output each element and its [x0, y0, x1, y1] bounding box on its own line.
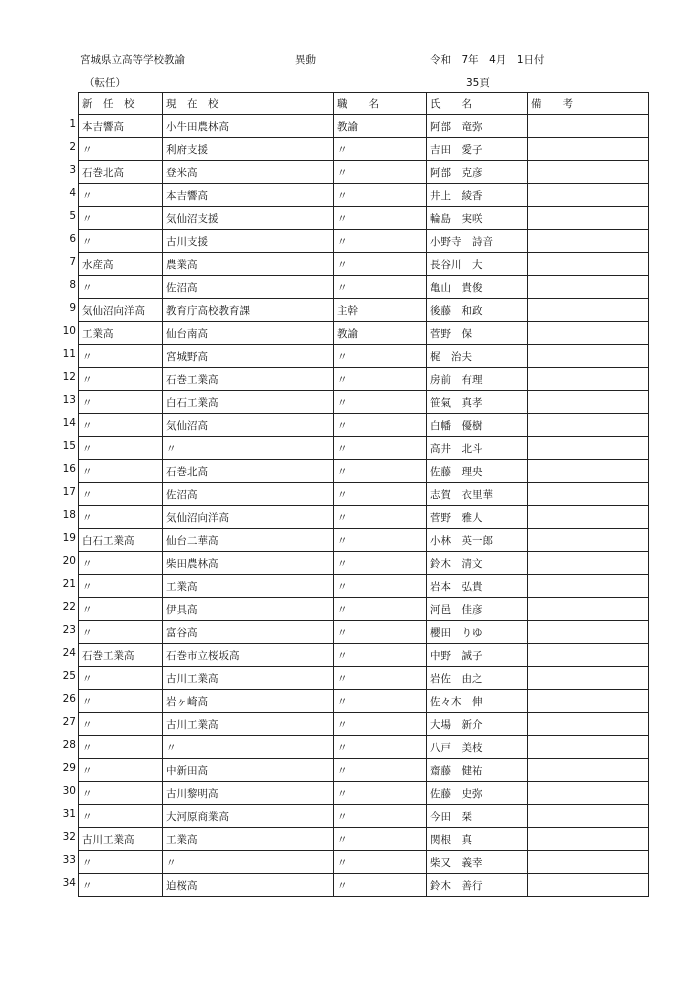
- table-row: [79, 621, 649, 644]
- new-school-cell: 〃: [79, 690, 163, 713]
- row-number: 20: [62, 555, 76, 567]
- new-school-cell: 〃: [79, 552, 163, 575]
- position-cell: 〃: [334, 207, 427, 230]
- position-cell: 〃: [334, 253, 427, 276]
- table-row: [79, 368, 649, 391]
- table-row: [79, 115, 649, 138]
- position-cell: 主幹: [334, 299, 427, 322]
- name-cell: 河邑 佳彦: [427, 598, 528, 621]
- new-school-cell: 〃: [79, 874, 163, 897]
- remarks-cell: [528, 782, 649, 805]
- new-school-cell: 石巻工業高: [79, 644, 163, 667]
- effective-date: 令和 7年 4月 1日付: [430, 54, 545, 66]
- header-remarks: 備 考: [528, 93, 649, 115]
- current-school-cell: 富谷高: [163, 621, 334, 644]
- table-row: [79, 805, 649, 828]
- position-cell: 〃: [334, 460, 427, 483]
- position-cell: 〃: [334, 276, 427, 299]
- new-school-cell: 〃: [79, 368, 163, 391]
- table-row: [79, 138, 649, 161]
- table-row: [79, 736, 649, 759]
- table-row: [79, 414, 649, 437]
- table-row: [79, 690, 649, 713]
- row-number: 24: [62, 647, 76, 659]
- remarks-cell: [528, 437, 649, 460]
- new-school-cell: 水産高: [79, 253, 163, 276]
- new-school-cell: 〃: [79, 782, 163, 805]
- current-school-cell: 古川工業高: [163, 667, 334, 690]
- table-row: [79, 828, 649, 851]
- name-cell: 志賀 衣里華: [427, 483, 528, 506]
- name-cell: 柴又 義幸: [427, 851, 528, 874]
- name-cell: 大場 新介: [427, 713, 528, 736]
- name-cell: 鈴木 善行: [427, 874, 528, 897]
- row-number: 29: [62, 762, 76, 774]
- name-cell: 吉田 愛子: [427, 138, 528, 161]
- current-school-cell: 〃: [163, 851, 334, 874]
- row-number: 27: [62, 716, 76, 728]
- remarks-cell: [528, 529, 649, 552]
- row-number: 33: [62, 854, 76, 866]
- table-row: [79, 460, 649, 483]
- remarks-cell: [528, 575, 649, 598]
- remarks-cell: [528, 828, 649, 851]
- name-cell: 白幡 優樹: [427, 414, 528, 437]
- remarks-cell: [528, 207, 649, 230]
- position-cell: 〃: [334, 598, 427, 621]
- row-number: 4: [69, 187, 76, 199]
- position-cell: 〃: [334, 713, 427, 736]
- remarks-cell: [528, 460, 649, 483]
- remarks-cell: [528, 759, 649, 782]
- page-number: 35頁: [466, 77, 490, 89]
- table-row: [79, 483, 649, 506]
- new-school-cell: 〃: [79, 345, 163, 368]
- row-number: 6: [69, 233, 76, 245]
- row-number: 14: [62, 417, 76, 429]
- remarks-cell: [528, 276, 649, 299]
- position-cell: 〃: [334, 506, 427, 529]
- name-cell: 中野 誠子: [427, 644, 528, 667]
- new-school-cell: 〃: [79, 414, 163, 437]
- row-number: 13: [62, 394, 76, 406]
- name-cell: 今田 栞: [427, 805, 528, 828]
- row-number: 32: [62, 831, 76, 843]
- current-school-cell: 柴田農林高: [163, 552, 334, 575]
- current-school-cell: 石巻市立桜坂高: [163, 644, 334, 667]
- current-school-cell: 白石工業高: [163, 391, 334, 414]
- remarks-cell: [528, 874, 649, 897]
- table-row: [79, 552, 649, 575]
- new-school-cell: 〃: [79, 851, 163, 874]
- table-row: [79, 782, 649, 805]
- position-cell: 〃: [334, 575, 427, 598]
- current-school-cell: 工業高: [163, 575, 334, 598]
- remarks-cell: [528, 115, 649, 138]
- current-school-cell: 小牛田農林高: [163, 115, 334, 138]
- new-school-cell: 〃: [79, 667, 163, 690]
- position-cell: 教諭: [334, 322, 427, 345]
- name-cell: 佐藤 史弥: [427, 782, 528, 805]
- table-row: [79, 299, 649, 322]
- position-cell: 〃: [334, 414, 427, 437]
- row-number: 25: [62, 670, 76, 682]
- row-number: 2: [69, 141, 76, 153]
- name-cell: 菅野 保: [427, 322, 528, 345]
- table-row: [79, 529, 649, 552]
- current-school-cell: 気仙沼高: [163, 414, 334, 437]
- current-school-cell: 佐沼高: [163, 276, 334, 299]
- name-cell: 阿部 竜弥: [427, 115, 528, 138]
- new-school-cell: 〃: [79, 575, 163, 598]
- table-header-row: [79, 93, 649, 115]
- current-school-cell: 〃: [163, 736, 334, 759]
- current-school-cell: 利府支援: [163, 138, 334, 161]
- new-school-cell: 〃: [79, 621, 163, 644]
- current-school-cell: 迫桜高: [163, 874, 334, 897]
- row-number: 11: [62, 348, 76, 360]
- new-school-cell: 工業高: [79, 322, 163, 345]
- current-school-cell: 仙台二華高: [163, 529, 334, 552]
- remarks-cell: [528, 713, 649, 736]
- current-school-cell: 岩ヶ崎高: [163, 690, 334, 713]
- table-row: [79, 322, 649, 345]
- remarks-cell: [528, 414, 649, 437]
- table-row: [79, 575, 649, 598]
- new-school-cell: 白石工業高: [79, 529, 163, 552]
- remarks-cell: [528, 368, 649, 391]
- current-school-cell: 登米高: [163, 161, 334, 184]
- remarks-cell: [528, 391, 649, 414]
- table-row: [79, 345, 649, 368]
- name-cell: 長谷川 大: [427, 253, 528, 276]
- row-number: 17: [62, 486, 76, 498]
- row-number: 10: [62, 325, 76, 337]
- remarks-cell: [528, 552, 649, 575]
- row-number: 19: [62, 532, 76, 544]
- remarks-cell: [528, 621, 649, 644]
- current-school-cell: 気仙沼向洋高: [163, 506, 334, 529]
- row-number: 26: [62, 693, 76, 705]
- name-cell: 輪島 実咲: [427, 207, 528, 230]
- name-cell: 房前 有理: [427, 368, 528, 391]
- new-school-cell: 古川工業高: [79, 828, 163, 851]
- table-row: [79, 391, 649, 414]
- new-school-cell: 〃: [79, 460, 163, 483]
- table-row: [79, 598, 649, 621]
- header-current-school: 現 在 校: [163, 93, 334, 115]
- remarks-cell: [528, 483, 649, 506]
- new-school-cell: 〃: [79, 598, 163, 621]
- position-cell: 〃: [334, 736, 427, 759]
- name-cell: 齋藤 健祐: [427, 759, 528, 782]
- name-cell: 亀山 貴俊: [427, 276, 528, 299]
- position-cell: 〃: [334, 805, 427, 828]
- position-cell: 〃: [334, 138, 427, 161]
- row-number: 8: [69, 279, 76, 291]
- remarks-cell: [528, 506, 649, 529]
- current-school-cell: 大河原商業高: [163, 805, 334, 828]
- remarks-cell: [528, 805, 649, 828]
- new-school-cell: 〃: [79, 138, 163, 161]
- current-school-cell: 教育庁高校教育課: [163, 299, 334, 322]
- remarks-cell: [528, 598, 649, 621]
- current-school-cell: 仙台南高: [163, 322, 334, 345]
- row-number: 22: [62, 601, 76, 613]
- name-cell: 小野寺 詩音: [427, 230, 528, 253]
- new-school-cell: 本吉響高: [79, 115, 163, 138]
- row-number: 31: [62, 808, 76, 820]
- name-cell: 関根 真: [427, 828, 528, 851]
- table-row: [79, 506, 649, 529]
- current-school-cell: 石巻北高: [163, 460, 334, 483]
- name-cell: 後藤 和政: [427, 299, 528, 322]
- position-cell: 〃: [334, 828, 427, 851]
- row-number: 23: [62, 624, 76, 636]
- row-number: 21: [62, 578, 76, 590]
- new-school-cell: 〃: [79, 184, 163, 207]
- row-number: 12: [62, 371, 76, 383]
- table-row: [79, 161, 649, 184]
- header-name: 氏 名: [427, 93, 528, 115]
- current-school-cell: 農業高: [163, 253, 334, 276]
- remarks-cell: [528, 736, 649, 759]
- position-cell: 〃: [334, 667, 427, 690]
- table-row: [79, 207, 649, 230]
- document-title: 宮城県立高等学校教諭: [80, 54, 185, 66]
- current-school-cell: 中新田高: [163, 759, 334, 782]
- row-number: 28: [62, 739, 76, 751]
- table-row: [79, 667, 649, 690]
- name-cell: 小林 英一郎: [427, 529, 528, 552]
- remarks-cell: [528, 230, 649, 253]
- current-school-cell: 佐沼高: [163, 483, 334, 506]
- table-row: [79, 230, 649, 253]
- new-school-cell: 〃: [79, 230, 163, 253]
- document-category: 異動: [295, 54, 316, 66]
- row-number: 9: [69, 302, 76, 314]
- new-school-cell: 〃: [79, 207, 163, 230]
- current-school-cell: 石巻工業高: [163, 368, 334, 391]
- position-cell: 〃: [334, 851, 427, 874]
- remarks-cell: [528, 184, 649, 207]
- current-school-cell: 気仙沼支援: [163, 207, 334, 230]
- new-school-cell: 〃: [79, 759, 163, 782]
- remarks-cell: [528, 667, 649, 690]
- position-cell: 〃: [334, 874, 427, 897]
- current-school-cell: 本吉響高: [163, 184, 334, 207]
- row-number: 5: [69, 210, 76, 222]
- row-number: 30: [62, 785, 76, 797]
- table-row: [79, 253, 649, 276]
- row-number: 16: [62, 463, 76, 475]
- new-school-cell: 〃: [79, 736, 163, 759]
- new-school-cell: 石巻北高: [79, 161, 163, 184]
- new-school-cell: 気仙沼向洋高: [79, 299, 163, 322]
- new-school-cell: 〃: [79, 483, 163, 506]
- row-number: 3: [69, 164, 76, 176]
- name-cell: 佐々木 伸: [427, 690, 528, 713]
- table-row: [79, 644, 649, 667]
- row-number: 15: [62, 440, 76, 452]
- position-cell: 〃: [334, 552, 427, 575]
- remarks-cell: [528, 253, 649, 276]
- name-cell: 梶 治夫: [427, 345, 528, 368]
- name-cell: 井上 綾香: [427, 184, 528, 207]
- name-cell: 櫻田 りゆ: [427, 621, 528, 644]
- position-cell: 〃: [334, 621, 427, 644]
- position-cell: 〃: [334, 345, 427, 368]
- position-cell: 〃: [334, 161, 427, 184]
- position-cell: 〃: [334, 690, 427, 713]
- header-position: 職 名: [334, 93, 427, 115]
- position-cell: 〃: [334, 782, 427, 805]
- remarks-cell: [528, 345, 649, 368]
- table-row: [79, 851, 649, 874]
- row-number: 1: [69, 118, 76, 130]
- transfer-table: [78, 92, 649, 897]
- remarks-cell: [528, 851, 649, 874]
- new-school-cell: 〃: [79, 713, 163, 736]
- current-school-cell: 宮城野高: [163, 345, 334, 368]
- remarks-cell: [528, 299, 649, 322]
- new-school-cell: 〃: [79, 437, 163, 460]
- table-row: [79, 276, 649, 299]
- current-school-cell: 古川黎明高: [163, 782, 334, 805]
- name-cell: 菅野 雅人: [427, 506, 528, 529]
- row-number: 34: [62, 877, 76, 889]
- name-cell: 阿部 克彦: [427, 161, 528, 184]
- name-cell: 高井 北斗: [427, 437, 528, 460]
- position-cell: 教諭: [334, 115, 427, 138]
- position-cell: 〃: [334, 644, 427, 667]
- position-cell: 〃: [334, 230, 427, 253]
- position-cell: 〃: [334, 437, 427, 460]
- header-new-school: 新 任 校: [79, 93, 163, 115]
- position-cell: 〃: [334, 184, 427, 207]
- table-row: [79, 759, 649, 782]
- remarks-cell: [528, 161, 649, 184]
- table-row: [79, 437, 649, 460]
- new-school-cell: 〃: [79, 506, 163, 529]
- name-cell: 岩本 弘貴: [427, 575, 528, 598]
- table-row: [79, 874, 649, 897]
- new-school-cell: 〃: [79, 276, 163, 299]
- current-school-cell: 古川工業高: [163, 713, 334, 736]
- remarks-cell: [528, 644, 649, 667]
- row-number: 18: [62, 509, 76, 521]
- remarks-cell: [528, 690, 649, 713]
- row-number: 7: [69, 256, 76, 268]
- remarks-cell: [528, 138, 649, 161]
- current-school-cell: 工業高: [163, 828, 334, 851]
- position-cell: 〃: [334, 759, 427, 782]
- current-school-cell: 伊具高: [163, 598, 334, 621]
- table-row: [79, 713, 649, 736]
- position-cell: 〃: [334, 483, 427, 506]
- new-school-cell: 〃: [79, 391, 163, 414]
- section-label: （転任）: [84, 77, 126, 89]
- name-cell: 鈴木 清文: [427, 552, 528, 575]
- name-cell: 佐藤 理央: [427, 460, 528, 483]
- table-row: [79, 184, 649, 207]
- name-cell: 岩佐 由之: [427, 667, 528, 690]
- position-cell: 〃: [334, 391, 427, 414]
- current-school-cell: 古川支援: [163, 230, 334, 253]
- current-school-cell: 〃: [163, 437, 334, 460]
- name-cell: 八戸 美枝: [427, 736, 528, 759]
- position-cell: 〃: [334, 529, 427, 552]
- name-cell: 笹氣 真孝: [427, 391, 528, 414]
- new-school-cell: 〃: [79, 805, 163, 828]
- position-cell: 〃: [334, 368, 427, 391]
- remarks-cell: [528, 322, 649, 345]
